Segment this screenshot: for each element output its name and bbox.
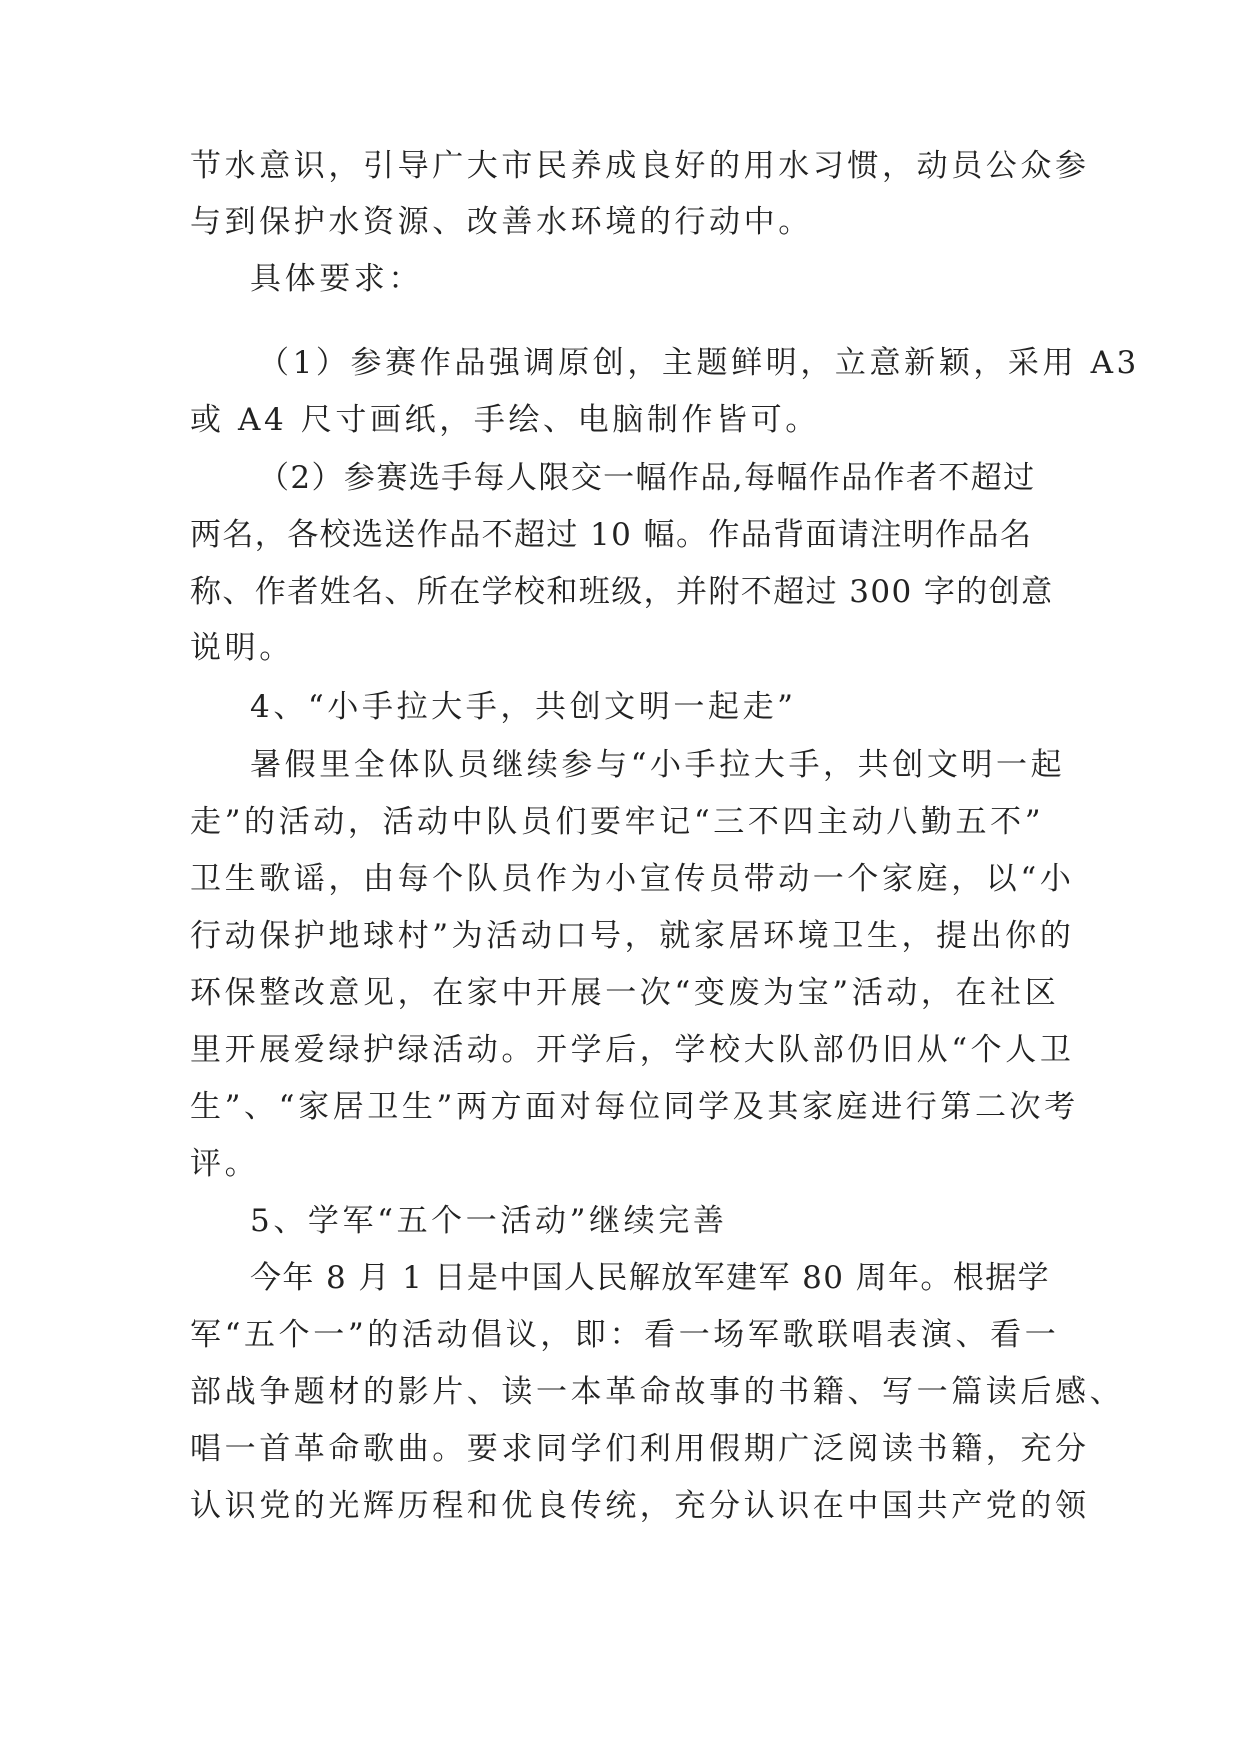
text-line: 具体要求： bbox=[250, 261, 423, 297]
text-line: 与到保护水资源、改善水环境的行动中。 bbox=[190, 204, 813, 240]
text-line: 环保整改意见，在家中开展一次“变废为宝”活动，在社区 bbox=[190, 975, 1060, 1011]
text-line: 说明。 bbox=[190, 630, 294, 666]
text-line: 称、作者姓名、所在学校和班级，并附不超过 300 字的创意 bbox=[190, 574, 1054, 610]
text-line: 两名，各校选送作品不超过 10 幅。作品背面请注明作品名 bbox=[190, 517, 1033, 553]
text-line: 部战争题材的影片、读一本革命故事的书籍、写一篇读后感、 bbox=[190, 1374, 1125, 1410]
text-line: 里开展爱绿护绿活动。开学后，学校大队部仍旧从“个人卫 bbox=[190, 1032, 1075, 1068]
section-heading: 4、“小手拉大手，共创文明一起走” bbox=[250, 689, 797, 725]
text-line: 军“五个一”的活动倡议，即：看一场军歌联唱表演、看一 bbox=[190, 1317, 1060, 1353]
text-line: 卫生歌谣，由每个队员作为小宣传员带动一个家庭，以“小 bbox=[190, 861, 1075, 897]
text-line: 评。 bbox=[190, 1146, 260, 1182]
text-line: 行动保护地球村”为活动口号，就家居环境卫生，提出你的 bbox=[190, 918, 1075, 954]
text-line: 认识党的光辉历程和优良传统，充分认识在中国共产党的领 bbox=[190, 1488, 1090, 1524]
text-line: （1）参赛作品强调原创，主题鲜明，立意新颖，采用 A3 bbox=[258, 345, 1140, 381]
text-line: 今年 8 月 1 日是中国人民解放军建军 80 周年。根据学 bbox=[250, 1260, 1051, 1296]
text-line: 或 A4 尺寸画纸，手绘、电脑制作皆可。 bbox=[190, 402, 820, 438]
text-line: 生”、“家居卫生”两方面对每位同学及其家庭进行第二次考 bbox=[190, 1089, 1079, 1125]
text-line: 走”的活动，活动中队员们要牢记“三不四主动八勤五不” bbox=[190, 804, 1045, 840]
text-line: （2）参赛选手每人限交一幅作品,每幅作品作者不超过 bbox=[258, 460, 1036, 496]
text-line: 暑假里全体队员继续参与“小手拉大手，共创文明一起 bbox=[250, 747, 1066, 783]
text-line: 唱一首革命歌曲。要求同学们利用假期广泛阅读书籍，充分 bbox=[190, 1431, 1090, 1467]
text-line: 节水意识，引导广大市民养成良好的用水习惯，动员公众参 bbox=[190, 148, 1090, 184]
section-heading: 5、学军“五个一活动”继续完善 bbox=[250, 1203, 728, 1239]
